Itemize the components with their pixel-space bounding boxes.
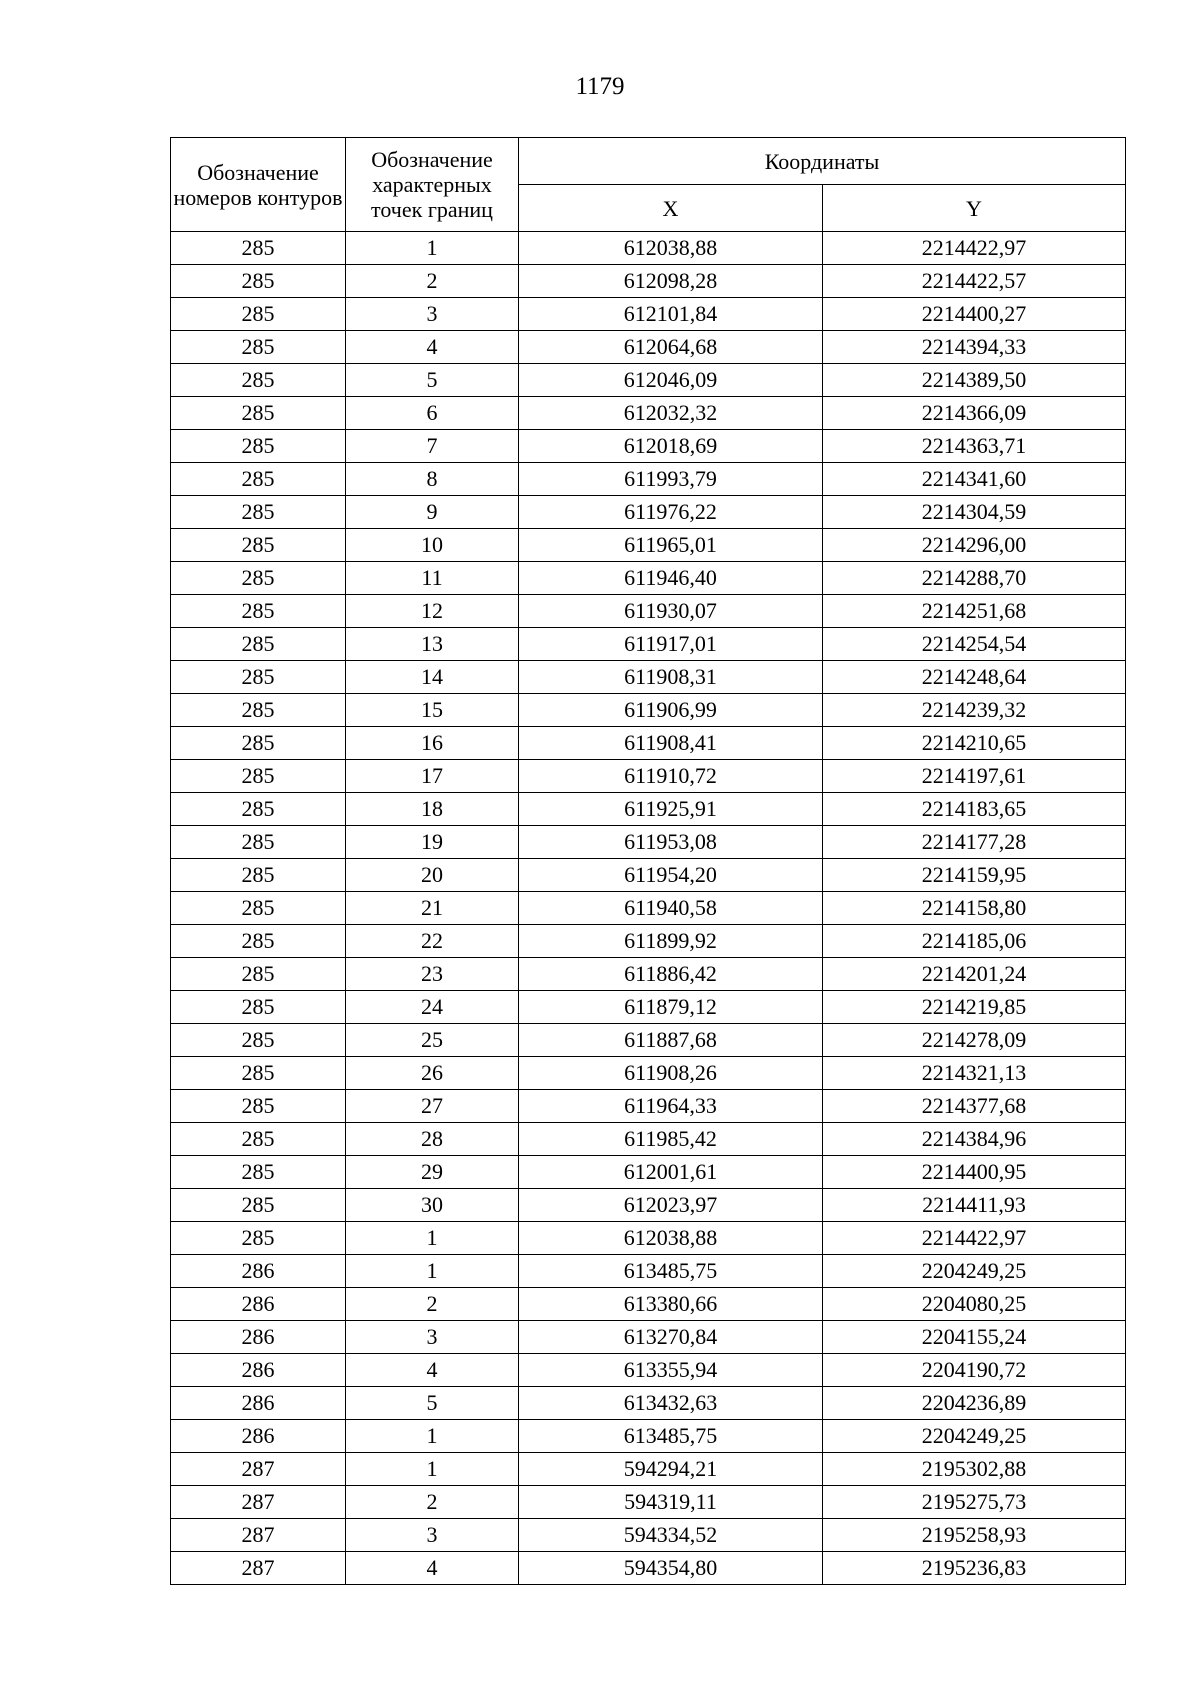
cell-y: 2214248,64 [823,661,1126,694]
cell-point-number: 3 [346,298,519,331]
cell-contour-number: 285 [171,727,346,760]
cell-point-number: 22 [346,925,519,958]
table-row [171,1453,1126,1486]
cell-contour-number: 287 [171,1519,346,1552]
table-row [171,562,1126,595]
table-row [171,265,1126,298]
header-x: X [519,185,823,232]
cell-contour-number: 285 [171,529,346,562]
table-row [171,397,1126,430]
table-row [171,232,1126,265]
cell-contour-number: 285 [171,892,346,925]
cell-y: 2204249,25 [823,1255,1126,1288]
cell-x: 611930,07 [519,595,823,628]
table-row [171,1222,1126,1255]
cell-contour-number: 287 [171,1486,346,1519]
cell-point-number: 4 [346,1552,519,1585]
table-row [171,1288,1126,1321]
cell-y: 2195275,73 [823,1486,1126,1519]
cell-x: 612032,32 [519,397,823,430]
cell-x: 612018,69 [519,430,823,463]
table-row [171,1090,1126,1123]
table-row [171,1387,1126,1420]
cell-x: 612038,88 [519,232,823,265]
table-row [171,529,1126,562]
cell-x: 611886,42 [519,958,823,991]
cell-point-number: 12 [346,595,519,628]
table-row [171,1552,1126,1585]
cell-y: 2214251,68 [823,595,1126,628]
cell-point-number: 20 [346,859,519,892]
cell-contour-number: 286 [171,1354,346,1387]
cell-y: 2214296,00 [823,529,1126,562]
cell-x: 611976,22 [519,496,823,529]
cell-y: 2214389,50 [823,364,1126,397]
cell-x: 594294,21 [519,1453,823,1486]
table-row [171,1024,1126,1057]
cell-x: 594354,80 [519,1552,823,1585]
cell-x: 611908,31 [519,661,823,694]
cell-y: 2214177,28 [823,826,1126,859]
cell-contour-number: 285 [171,1024,346,1057]
cell-point-number: 3 [346,1519,519,1552]
cell-y: 2214384,96 [823,1123,1126,1156]
cell-x: 611940,58 [519,892,823,925]
cell-point-number: 3 [346,1321,519,1354]
table-row [171,364,1126,397]
cell-x: 611993,79 [519,463,823,496]
table-row [171,1057,1126,1090]
cell-x: 611925,91 [519,793,823,826]
cell-point-number: 1 [346,1420,519,1453]
cell-point-number: 18 [346,793,519,826]
table-row [171,925,1126,958]
cell-point-number: 10 [346,529,519,562]
cell-y: 2214210,65 [823,727,1126,760]
cell-contour-number: 285 [171,496,346,529]
cell-contour-number: 285 [171,793,346,826]
cell-point-number: 11 [346,562,519,595]
cell-x: 613432,63 [519,1387,823,1420]
cell-point-number: 21 [346,892,519,925]
cell-point-number: 19 [346,826,519,859]
cell-y: 2214394,33 [823,331,1126,364]
table-row [171,595,1126,628]
cell-contour-number: 285 [171,397,346,430]
cell-x: 611917,01 [519,628,823,661]
cell-y: 2214288,70 [823,562,1126,595]
table-row [171,430,1126,463]
cell-contour-number: 285 [171,232,346,265]
coordinates-table [170,137,1126,1585]
table-row [171,694,1126,727]
cell-y: 2214254,54 [823,628,1126,661]
cell-point-number: 4 [346,1354,519,1387]
cell-point-number: 30 [346,1189,519,1222]
cell-point-number: 5 [346,364,519,397]
cell-contour-number: 285 [171,826,346,859]
cell-x: 612046,09 [519,364,823,397]
cell-contour-number: 285 [171,463,346,496]
table-row [171,661,1126,694]
cell-x: 611908,41 [519,727,823,760]
cell-contour-number: 285 [171,1222,346,1255]
cell-y: 2214366,09 [823,397,1126,430]
cell-x: 611985,42 [519,1123,823,1156]
cell-y: 2214183,65 [823,793,1126,826]
cell-y: 2214400,95 [823,1156,1126,1189]
cell-point-number: 2 [346,265,519,298]
cell-y: 2195258,93 [823,1519,1126,1552]
table-header [171,138,1126,232]
cell-y: 2214185,06 [823,925,1126,958]
cell-y: 2214278,09 [823,1024,1126,1057]
cell-x: 611899,92 [519,925,823,958]
cell-x: 611964,33 [519,1090,823,1123]
table-row [171,1189,1126,1222]
cell-x: 612064,68 [519,331,823,364]
table-row [171,826,1126,859]
cell-point-number: 1 [346,1222,519,1255]
cell-x: 594319,11 [519,1486,823,1519]
page-number: 1179 [575,73,625,100]
cell-contour-number: 287 [171,1552,346,1585]
table-row [171,298,1126,331]
cell-y: 2214239,32 [823,694,1126,727]
cell-contour-number: 285 [171,760,346,793]
cell-y: 2214197,61 [823,760,1126,793]
cell-x: 612101,84 [519,298,823,331]
cell-x: 612001,61 [519,1156,823,1189]
table-row [171,1354,1126,1387]
cell-x: 613485,75 [519,1420,823,1453]
cell-contour-number: 285 [171,859,346,892]
cell-x: 613485,75 [519,1255,823,1288]
cell-y: 2214422,97 [823,1222,1126,1255]
cell-contour-number: 285 [171,265,346,298]
cell-point-number: 6 [346,397,519,430]
cell-y: 2214219,85 [823,991,1126,1024]
cell-x: 611906,99 [519,694,823,727]
cell-contour-number: 286 [171,1255,346,1288]
cell-point-number: 16 [346,727,519,760]
cell-contour-number: 286 [171,1420,346,1453]
cell-y: 2204080,25 [823,1288,1126,1321]
cell-contour-number: 285 [171,991,346,1024]
cell-x: 611908,26 [519,1057,823,1090]
table-row [171,727,1126,760]
cell-y: 2204155,24 [823,1321,1126,1354]
table-row [171,991,1126,1024]
cell-y: 2204190,72 [823,1354,1126,1387]
cell-point-number: 25 [346,1024,519,1057]
table-row [171,1420,1126,1453]
table-row [171,1255,1126,1288]
cell-point-number: 9 [346,496,519,529]
cell-y: 2195302,88 [823,1453,1126,1486]
cell-x: 612038,88 [519,1222,823,1255]
table-row [171,1486,1126,1519]
cell-y: 2214158,80 [823,892,1126,925]
table-row [171,859,1126,892]
header-point-number: Обозначение характерных точек границ [346,138,519,232]
cell-y: 2214341,60 [823,463,1126,496]
table-row [171,331,1126,364]
cell-point-number: 1 [346,1453,519,1486]
cell-contour-number: 285 [171,430,346,463]
cell-x: 613355,94 [519,1354,823,1387]
cell-y: 2214422,97 [823,232,1126,265]
cell-x: 613380,66 [519,1288,823,1321]
cell-contour-number: 285 [171,1057,346,1090]
table-row [171,892,1126,925]
table-row [171,628,1126,661]
cell-y: 2214159,95 [823,859,1126,892]
cell-contour-number: 285 [171,958,346,991]
cell-point-number: 26 [346,1057,519,1090]
cell-point-number: 8 [346,463,519,496]
cell-point-number: 1 [346,1255,519,1288]
cell-y: 2195236,83 [823,1552,1126,1585]
cell-contour-number: 287 [171,1453,346,1486]
table-row [171,958,1126,991]
cell-x: 611887,68 [519,1024,823,1057]
header-contour-number: Обозначение номеров контуров [171,138,346,232]
cell-point-number: 28 [346,1123,519,1156]
table-row [171,1321,1126,1354]
cell-point-number: 2 [346,1288,519,1321]
cell-y: 2214411,93 [823,1189,1126,1222]
cell-contour-number: 285 [171,1189,346,1222]
cell-contour-number: 286 [171,1321,346,1354]
cell-y: 2214304,59 [823,496,1126,529]
cell-contour-number: 285 [171,562,346,595]
table-row [171,760,1126,793]
cell-x: 612023,97 [519,1189,823,1222]
cell-contour-number: 285 [171,1156,346,1189]
cell-contour-number: 285 [171,1090,346,1123]
cell-point-number: 5 [346,1387,519,1420]
table-row [171,1156,1126,1189]
cell-point-number: 23 [346,958,519,991]
cell-y: 2214201,24 [823,958,1126,991]
cell-contour-number: 286 [171,1288,346,1321]
cell-x: 611946,40 [519,562,823,595]
cell-point-number: 24 [346,991,519,1024]
cell-contour-number: 285 [171,331,346,364]
cell-contour-number: 285 [171,661,346,694]
cell-x: 611954,20 [519,859,823,892]
cell-contour-number: 285 [171,628,346,661]
cell-y: 2214422,57 [823,265,1126,298]
table-row [171,1519,1126,1552]
cell-x: 611879,12 [519,991,823,1024]
cell-point-number: 17 [346,760,519,793]
cell-x: 594334,52 [519,1519,823,1552]
cell-contour-number: 285 [171,694,346,727]
cell-x: 611965,01 [519,529,823,562]
cell-x: 611953,08 [519,826,823,859]
cell-point-number: 1 [346,232,519,265]
table-row [171,793,1126,826]
cell-y: 2214400,27 [823,298,1126,331]
cell-y: 2204249,25 [823,1420,1126,1453]
table-row [171,496,1126,529]
cell-contour-number: 285 [171,925,346,958]
cell-point-number: 4 [346,331,519,364]
header-coordinates: Координаты [519,138,1126,185]
cell-x: 613270,84 [519,1321,823,1354]
cell-x: 611910,72 [519,760,823,793]
table-body [171,232,1126,1585]
cell-x: 612098,28 [519,265,823,298]
cell-y: 2214321,13 [823,1057,1126,1090]
cell-point-number: 29 [346,1156,519,1189]
cell-point-number: 14 [346,661,519,694]
cell-contour-number: 285 [171,364,346,397]
cell-y: 2204236,89 [823,1387,1126,1420]
table-row [171,463,1126,496]
cell-contour-number: 285 [171,298,346,331]
cell-point-number: 7 [346,430,519,463]
cell-contour-number: 285 [171,595,346,628]
cell-point-number: 27 [346,1090,519,1123]
cell-point-number: 15 [346,694,519,727]
table-row [171,1123,1126,1156]
cell-point-number: 2 [346,1486,519,1519]
cell-y: 2214377,68 [823,1090,1126,1123]
header-y: Y [823,185,1126,232]
cell-point-number: 13 [346,628,519,661]
cell-contour-number: 286 [171,1387,346,1420]
cell-contour-number: 285 [171,1123,346,1156]
cell-y: 2214363,71 [823,430,1126,463]
